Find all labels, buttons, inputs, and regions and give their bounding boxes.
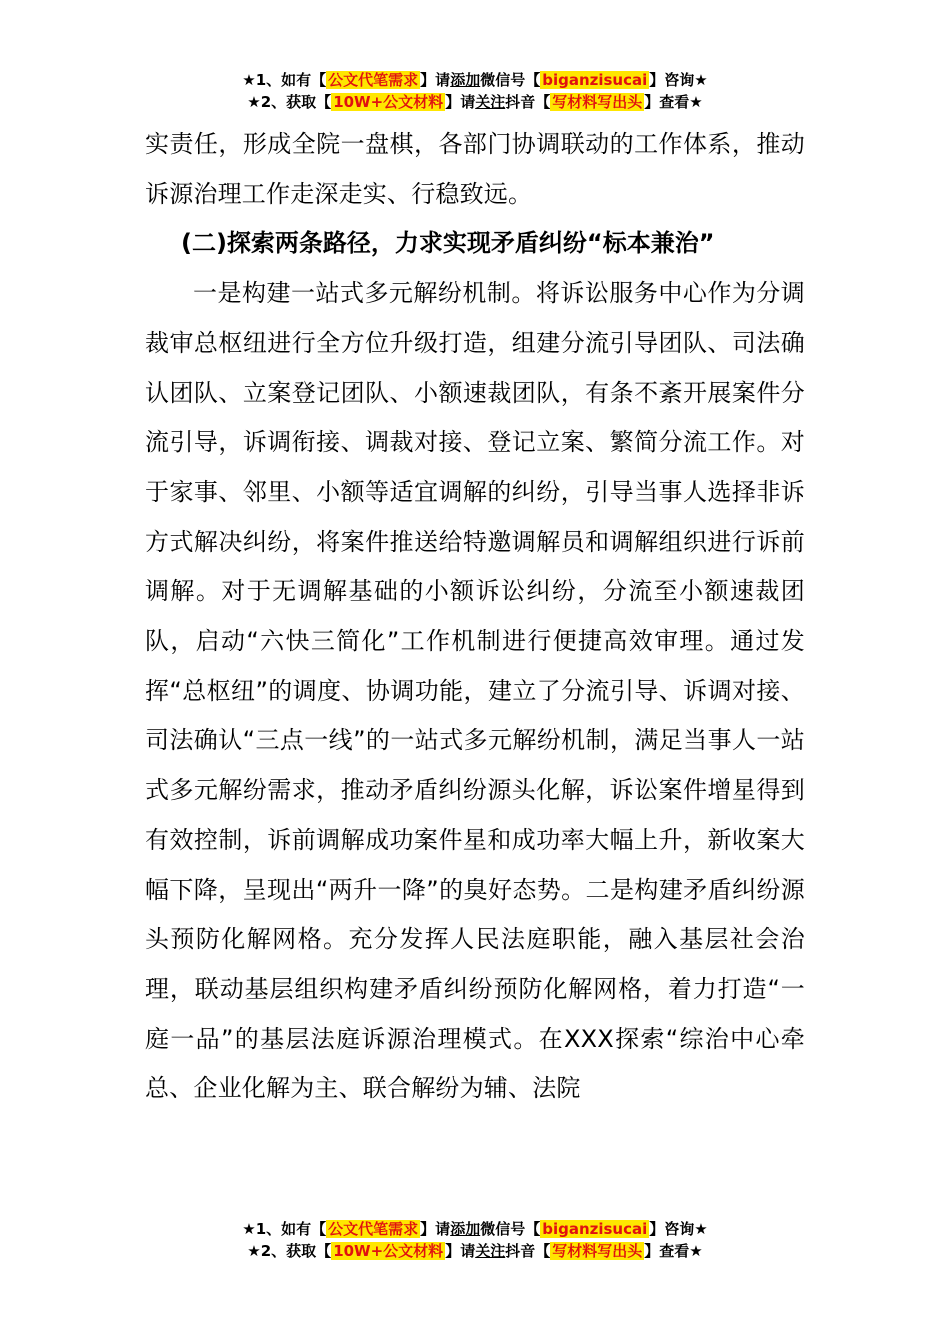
highlight-service: 公文代笔需求: [328, 1220, 419, 1238]
highlight-materials: 10W+公文材料: [333, 1242, 444, 1260]
top-banner: [0, 69, 950, 113]
bottom-banner: [0, 1218, 950, 1262]
banner-line-2: ★2、获取【 10W+公文材料 】请关注抖音【 写材料写出头 】查看★: [247, 1242, 703, 1260]
highlight-materials: 10W+公文材料: [333, 93, 444, 111]
highlight-douyin: 写材料写出头: [552, 93, 643, 111]
paragraph-1: 实责任，形成全院一盘棋，各部门协调联动的工作体系，推动诉源治理工作走深走实、行稳致远。: [145, 130, 805, 208]
highlight-wechat-id: biganzisucai: [542, 71, 648, 89]
document-body: [145, 120, 805, 1114]
highlight-service: 公文代笔需求: [328, 71, 419, 89]
banner-line-1: ★1、如有【 公文代笔需求 】请添加微信号【 biganzisucai 】咨询★: [242, 1220, 708, 1238]
highlight-wechat-id: biganzisucai: [542, 1220, 648, 1238]
highlight-douyin: 写材料写出头: [552, 1242, 643, 1260]
section-heading: (二)探索两条路径，力求实现矛盾纠纷“标本兼治”: [181, 229, 715, 258]
banner-line-1: ★1、如有【 公文代笔需求 】请添加微信号【 biganzisucai 】咨询★: [242, 71, 708, 89]
paragraph-2: 一是构建一站式多元解纷机制。将诉讼服务中心作为分调裁审总枢纽进行全方位升级打造，组建分流引导团队、司法确认团队、立案登记团队、小额速裁团队，有条不紊开展案件分流引导，诉调衔接、调裁对接、登记立案、繁简分流工作。对于家事、邻里、小额等适宜调解的纠纷，引导当事人选择非诉方式解决纠纷，将案件推送给特邀调解员和调解组织进行诉前调解。对于无调解基础的小额诉讼纠纷，分流至小额速裁团队，启动“六快三简化”工作机制进行便捷高效审理。通过发挥“总枢纽”的调度、协调功能，建立了分流引导、诉调对接、司法确认“三点一线”的一站式多元解纷机制，满足当事人一站式多元解纷需求，推动矛盾纠纷源头化解，诉讼案件增星得到有效控制，诉前调解成功案件星和成功率大幅上升，新收案大幅下降，呈现出“两升一降”的臭好态势。二是构建矛盾纠纷源头预防化解网格。充分发挥人民法庭职能，融入基层社会治理，联动基层组织构建矛盾纠纷预防化解网格，着力打造“一庭一品”的基层法庭诉源治理模式。在XXX探索“综治中心牵总、企业化解为主、联合解纷为辅、法院: [145, 279, 805, 1103]
banner-line-2: ★2、获取【 10W+公文材料 】请关注抖音【 写材料写出头 】查看★: [247, 93, 703, 111]
